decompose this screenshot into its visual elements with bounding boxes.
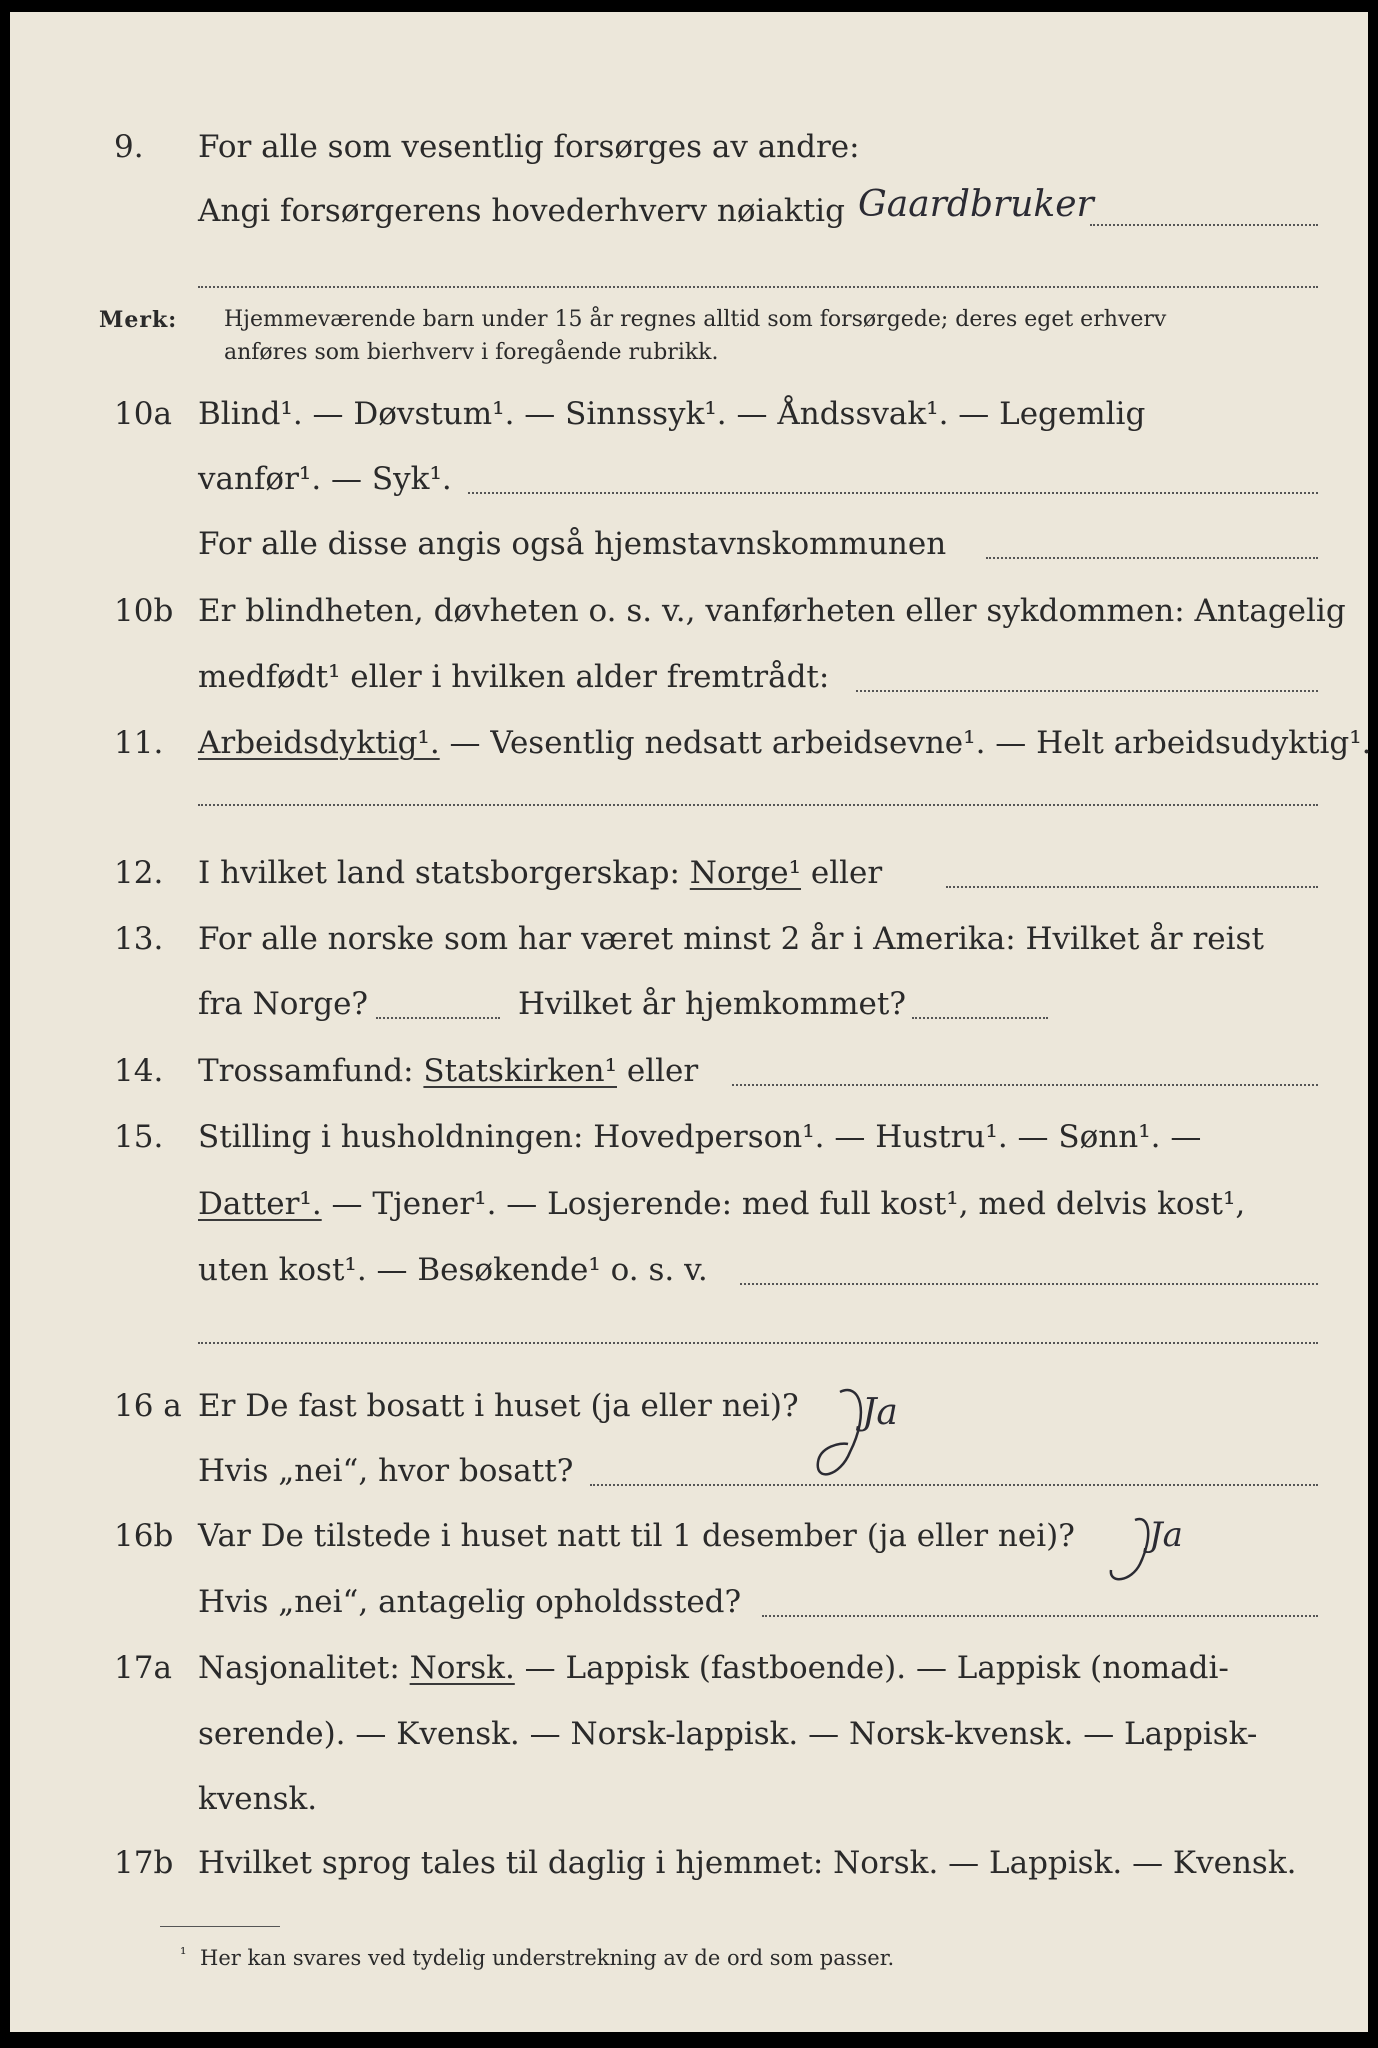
merk-line1: Hjemmeværende barn under 15 år regnes alltid som forsørgede; deres eget erhverv (224, 307, 1167, 332)
q13-line2b: Hvilket år hjemkommet? (518, 986, 906, 1022)
q16b-handwritten-answer (1095, 1502, 1245, 1596)
q9-line2: Angi forsørgerens hovederhverv nøiaktig (198, 193, 845, 229)
q16b-answer-handwriting-svg (1095, 1502, 1245, 1592)
q14-answer-line (732, 1084, 1318, 1086)
q11-line (198, 725, 1372, 761)
q9-answer-text: Gaardbruker (858, 184, 1094, 225)
q16a-answer-text: Ja (862, 1392, 898, 1433)
q10a-line3: For alle disse angis også hjemstavnskommunen (198, 526, 947, 562)
q16b-answer-line (762, 1615, 1318, 1617)
q17a-line1-rest: — Lappisk (fastboende). — Lappisk (nomadi- (514, 1650, 1229, 1686)
q15-line2-rest: — Tjener¹. — Losjerende: med full kost¹, med delvis kost¹, (321, 1186, 1246, 1222)
q17a-line2: serende). — Kvensk. — Norsk-lappisk. — Norsk-kvensk. — Lappisk- (198, 1716, 1258, 1752)
q9-line1: For alle som vesentlig forsørges av andre: (198, 129, 860, 165)
q14-line (198, 1053, 699, 1089)
q13-reist-line (376, 1017, 500, 1019)
q15-extra-line (198, 1342, 1318, 1344)
q17a-line1 (198, 1650, 1229, 1686)
q15-number: 15. (114, 1119, 164, 1155)
q15-line3: uten kost¹. — Besøkende¹ o. s. v. (198, 1252, 708, 1288)
q10a-number: 10a (114, 396, 172, 432)
q10b-number: 10b (114, 593, 174, 629)
q9-number: 9. (114, 129, 144, 165)
q12-answer-line (946, 886, 1318, 888)
footnote-text: Her kan svares ved tydelig understrekning av de ord som passer. (200, 1946, 895, 1970)
q11-number: 11. (114, 725, 164, 761)
footnote-rule (160, 1926, 280, 1927)
q14-option-statskirken: Statskirken¹ (423, 1053, 617, 1089)
q15-option-datter: Datter¹. (198, 1186, 322, 1222)
q17b-line1: Hvilket sprog tales til daglig i hjemmet: Norsk. — Lappisk. — Kvensk. (198, 1845, 1297, 1881)
q12-pre: I hvilket land statsborgerskap: (198, 855, 690, 891)
q10a-line1: Blind¹. — Døvstum¹. — Sinnssyk¹. — Åndssvak¹. — Legemlig (198, 396, 1146, 432)
footnote-mark: ¹ (180, 1944, 187, 1963)
q10b-answer-line (856, 690, 1318, 692)
q17a-number: 17a (114, 1650, 172, 1686)
q11-rest: — Vesentlig nedsatt arbeidsevne¹. — Helt arbeidsudyktig¹. (439, 725, 1372, 761)
q10a-line2: vanfør¹. — Syk¹. (198, 461, 452, 497)
q13-hjemkommet-line (912, 1017, 1048, 1019)
q15-answer-line (740, 1283, 1318, 1285)
merk-line2: anføres som bierhverv i foregående rubrikk. (224, 340, 719, 365)
q16b-answer-text: Ja (1149, 1515, 1183, 1555)
q14-post: eller (617, 1053, 699, 1089)
q15-line2 (198, 1186, 1246, 1222)
q17a-line3: kvensk. (198, 1781, 318, 1817)
q16a-answer-handwriting-svg (800, 1372, 980, 1492)
q16b-answer-stroke (1111, 1519, 1148, 1579)
q11-option-arbeidsdyktig: Arbeidsdyktig¹. (198, 725, 440, 761)
q13-line2a: fra Norge? (198, 986, 369, 1022)
q10a-kommune-line (986, 557, 1318, 559)
q10b-line1: Er blindheten, døvheten o. s. v., vanførheten eller sykdommen: Antagelig (198, 593, 1346, 629)
q16a-number: 16 a (114, 1388, 182, 1424)
q14-number: 14. (114, 1053, 164, 1089)
census-form-page (10, 12, 1372, 2032)
q12-option-norge: Norge¹ (689, 855, 802, 891)
q14-pre: Trossamfund: (198, 1053, 424, 1089)
q16b-line1: Var De tilstede i huset natt til 1 desember (ja eller nei)? (198, 1518, 1075, 1554)
q12-post: eller (801, 855, 883, 891)
q16a-line1: Er De fast bosatt i huset (ja eller nei)? (198, 1388, 799, 1424)
q16b-line2: Hvis „nei“, antagelig opholdssted? (198, 1584, 742, 1620)
q16a-line2: Hvis „nei“, hvor bosatt? (198, 1453, 574, 1489)
q16a-answer-stroke (818, 1390, 861, 1474)
q17b-number: 17b (114, 1845, 174, 1881)
q17a-option-norsk: Norsk. (409, 1650, 515, 1686)
q16a-handwritten-answer (800, 1372, 980, 1496)
q9-handwritten-answer (852, 174, 1232, 238)
merk-label: Merk: (99, 307, 178, 333)
q9-extra-line (198, 286, 1318, 288)
q11-extra-line (198, 804, 1318, 806)
q12-number: 12. (114, 855, 164, 891)
q17a-pre: Nasjonalitet: (198, 1650, 410, 1686)
q16b-number: 16b (114, 1518, 174, 1554)
q13-number: 13. (114, 921, 164, 957)
q10a-answer-line (468, 492, 1318, 494)
q16a-answer-line (590, 1484, 1318, 1486)
q9-answer-line (1090, 224, 1318, 226)
q10b-line2: medfødt¹ eller i hvilken alder fremtrådt: (198, 659, 830, 695)
q13-line1: For alle norske som har været minst 2 år i Amerika: Hvilket år reist (198, 921, 1264, 957)
q12-line (198, 855, 883, 891)
q15-line1: Stilling i husholdningen: Hovedperson¹. — Hustru¹. — Sønn¹. — (198, 1119, 1202, 1155)
